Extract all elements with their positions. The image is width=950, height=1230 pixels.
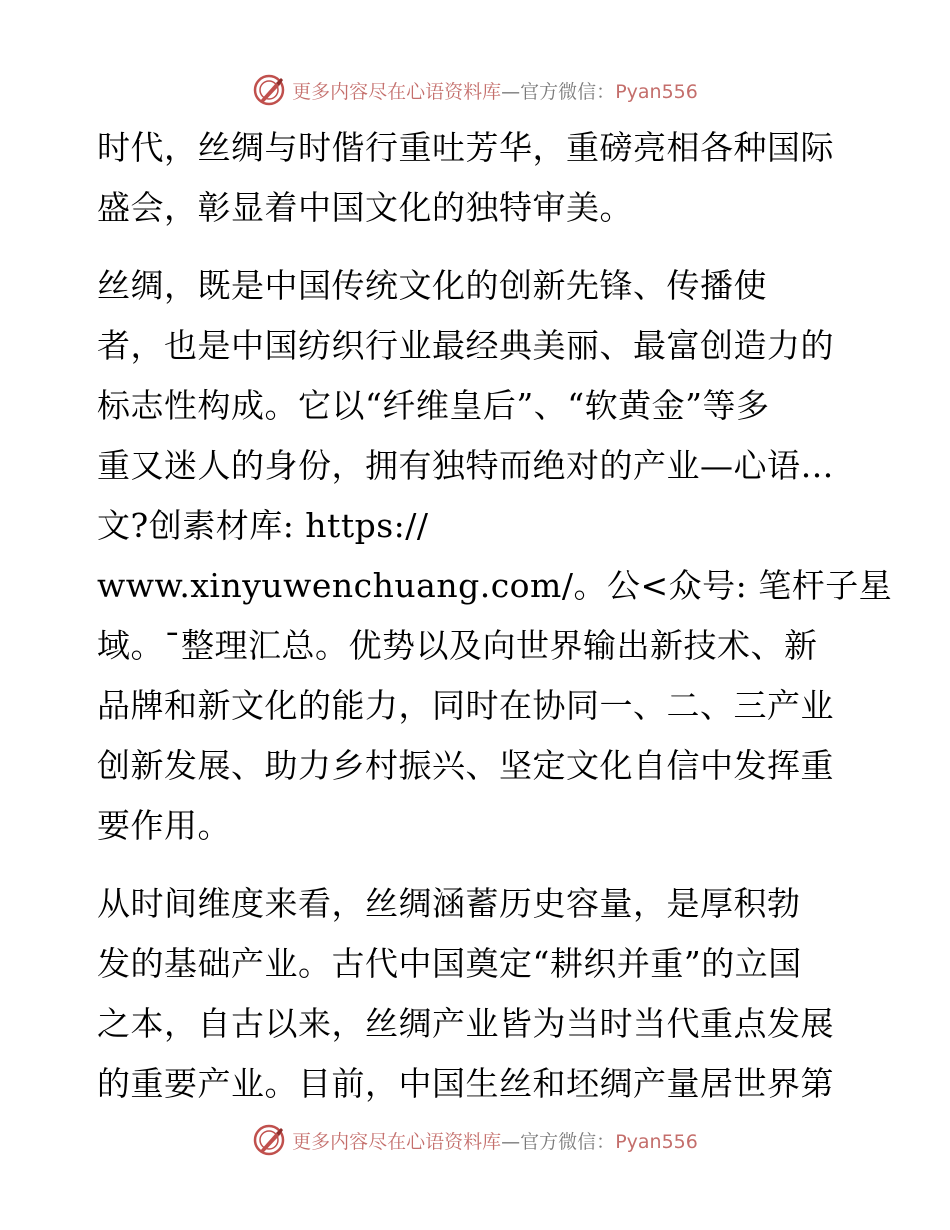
paragraph-1 <box>97 118 857 238</box>
text-line: 重又迷人的身份，拥有独特而绝对的产业—心语… <box>97 446 834 485</box>
text-line: 者，也是中国纺织行业最经典美丽、最富创造力的 <box>97 326 834 365</box>
footer-watermark-banner <box>0 1122 950 1158</box>
text-line: 丝绸，既是中国传统文化的创新先锋、传播使 <box>97 266 767 305</box>
text-line: 的重要产业。目前，中国生丝和坯绸产量居世界第 <box>97 1064 834 1103</box>
text-line: 时代，丝绸与时偕行重吐芳华，重磅亮相各种国际 <box>97 128 834 167</box>
text-line: 品牌和新文化的能力，同时在协同一、二、三产业 <box>97 686 834 725</box>
text-line: 域。¯整理汇总。优势以及向世界输出新技术、新 <box>97 626 818 665</box>
text-line: 标志性构成。它以“纤维皇后”、“软黄金”等多 <box>97 386 770 425</box>
banner-text: 更多内容尽在心语资料库—官方微信：Pyan556 <box>292 1130 698 1153</box>
text-line: 之本，自古以来，丝绸产业皆为当时当代重点发展 <box>97 1004 834 1043</box>
paragraph-2 <box>97 256 893 856</box>
text-line: 发的基础产业。古代中国奠定“耕织并重”的立国 <box>97 944 802 983</box>
banner-text: 更多内容尽在心语资料库—官方微信：Pyan556 <box>292 80 698 103</box>
text-line: www.xinyuwenchuang.com/。公<众号: 笔杆子星 <box>97 566 893 605</box>
paragraph-3 <box>97 874 857 1114</box>
text-line: 文?创素材库: https:// <box>97 506 429 545</box>
text-line: 从时间维度来看，丝绸涵蓄历史容量，是厚积勃 <box>97 884 801 923</box>
pen-logo-icon <box>252 73 286 107</box>
header-watermark-banner <box>0 72 950 108</box>
pen-logo-icon <box>252 1123 286 1157</box>
text-line: 盛会，彰显着中国文化的独特审美。 <box>97 188 633 227</box>
text-line: 创新发展、助力乡村振兴、坚定文化自信中发挥重 <box>97 746 834 785</box>
document-body <box>97 118 893 1114</box>
text-line: 要作用。 <box>97 806 231 845</box>
